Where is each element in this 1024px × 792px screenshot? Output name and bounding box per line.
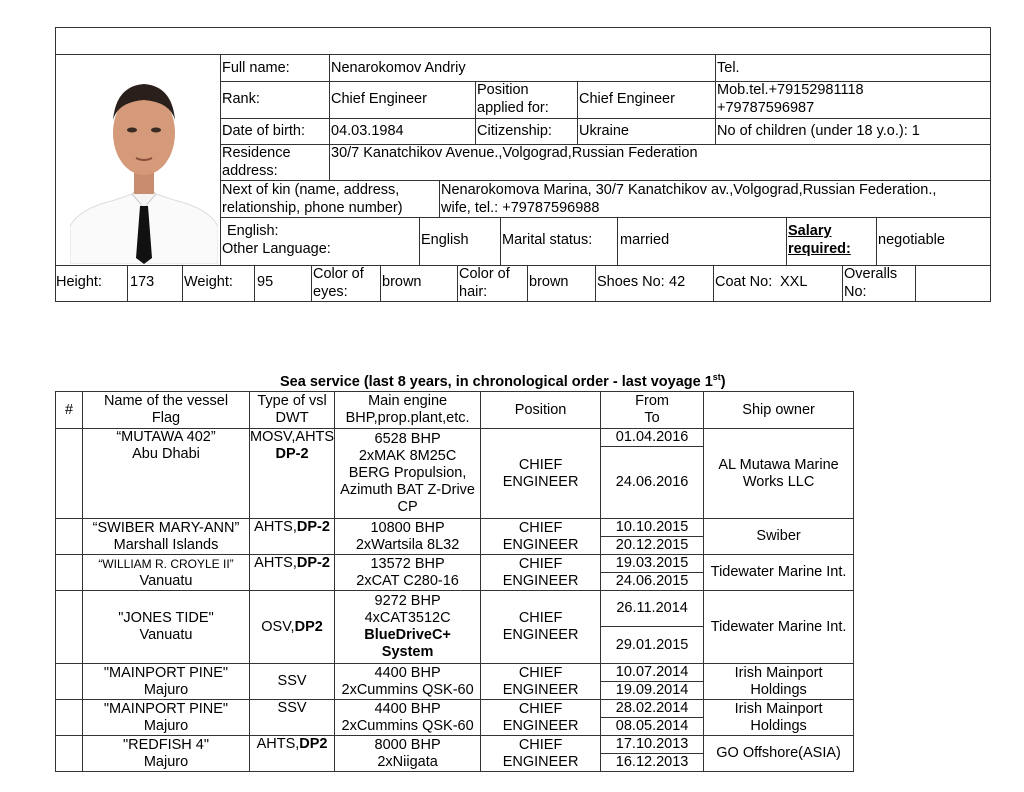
vessel-cell: "REDFISH 4" Majuro bbox=[83, 736, 250, 772]
table-row bbox=[56, 591, 854, 664]
dates-cell: 26.11.2014 29.01.2015 bbox=[601, 591, 704, 664]
vessel-cell: "MAINPORT PINE" Majuro bbox=[83, 700, 250, 736]
full-name-label: Full name: bbox=[222, 60, 290, 76]
table-row bbox=[56, 700, 854, 736]
owner-cell: Tidewater Marine Int. bbox=[704, 555, 854, 591]
type-cell: AHTS,DP-2 bbox=[250, 519, 335, 555]
dates-cell: 28.02.2014 08.05.2014 bbox=[601, 700, 704, 736]
salary-label: Salary bbox=[788, 223, 832, 239]
engine-cell: 10800 BHP 2xWartsila 8L32 bbox=[335, 519, 481, 555]
height-value: 173 bbox=[130, 274, 155, 290]
eyes-value: brown bbox=[382, 274, 422, 290]
height-label: Height: bbox=[56, 274, 102, 290]
marital-label: Marital status: bbox=[502, 232, 593, 248]
dates-cell: 19.03.2015 24.06.2015 bbox=[601, 555, 704, 591]
marital-value: married bbox=[620, 232, 670, 248]
crew-photo bbox=[70, 58, 218, 264]
dob-label: Date of birth: bbox=[222, 123, 306, 139]
owner-cell: Swiber bbox=[704, 519, 854, 555]
dates-cell: 01.04.2016 24.06.2016 bbox=[601, 429, 704, 519]
residence-label: Residence bbox=[222, 145, 291, 161]
dates-cell: 17.10.2013 16.12.2013 bbox=[601, 736, 704, 772]
position-label-2: applied for: bbox=[477, 100, 549, 116]
position-cell: CHIEF ENGINEER bbox=[481, 700, 601, 736]
residence-value: 30/7 Kanatchikov Avenue.,Volgograd,Russian Federation bbox=[331, 145, 698, 161]
header-type: Type of vsl DWT bbox=[250, 392, 335, 429]
header-engine: Main engine BHP,prop.plant,etc. bbox=[335, 392, 481, 429]
vessel-cell: “MUTAWA 402” Abu Dhabi bbox=[83, 429, 250, 519]
children-count: No of children (under 18 y.o.): 1 bbox=[717, 123, 920, 139]
vessel-cell: “WILLIAM R. CROYLE II” Vanuatu bbox=[83, 555, 250, 591]
shoes-value: 42 bbox=[669, 274, 686, 290]
header-dates: From To bbox=[601, 392, 704, 429]
dates-cell: 10.07.2014 19.09.2014 bbox=[601, 664, 704, 700]
owner-cell: Tidewater Marine Int. bbox=[704, 591, 854, 664]
rank-label: Rank: bbox=[222, 91, 260, 107]
english-value: English bbox=[421, 232, 469, 248]
citizenship-label: Citizenship: bbox=[477, 123, 552, 139]
weight-label: Weight: bbox=[184, 274, 233, 290]
full-name-value: Nenarokomov Andriy bbox=[331, 60, 466, 76]
position-label: Position bbox=[477, 82, 529, 98]
type-cell: AHTS,DP-2 bbox=[250, 555, 335, 591]
table-row bbox=[56, 736, 854, 772]
header-number: # bbox=[56, 392, 83, 429]
hair-label: Color of bbox=[459, 266, 510, 282]
eyes-label: Color of bbox=[313, 266, 364, 282]
owner-cell: AL Mutawa Marine Works LLC bbox=[704, 429, 854, 519]
mobile-phone-2: +79787596987 bbox=[717, 100, 815, 116]
owner-cell: Irish Mainport Holdings bbox=[704, 700, 854, 736]
kin-value-2: wife, tel.: +79787596988 bbox=[441, 200, 600, 216]
engine-cell: 8000 BHP 2xNiigata bbox=[335, 736, 481, 772]
eyes-label-2: eyes: bbox=[313, 284, 348, 300]
table-row bbox=[56, 429, 854, 519]
type-cell: SSV bbox=[250, 664, 335, 700]
engine-cell: 9272 BHP 4xCAT3512C BlueDriveC+ System bbox=[335, 591, 481, 664]
position-cell: CHIEF ENGINEER bbox=[481, 555, 601, 591]
hair-value: brown bbox=[529, 274, 569, 290]
mobile-phone-1: Mob.tel.+79152981118 bbox=[717, 82, 864, 98]
vessel-cell: “SWIBER MARY-ANN” Marshall Islands bbox=[83, 519, 250, 555]
salary-label-2: required: bbox=[788, 241, 851, 257]
english-label: English: bbox=[227, 223, 279, 239]
position-cell: CHIEF ENGINEER bbox=[481, 591, 601, 664]
coat-label: Coat No: bbox=[715, 274, 773, 290]
citizenship-value: Ukraine bbox=[579, 123, 629, 139]
overalls-label-2: No: bbox=[844, 284, 867, 300]
sea-service-title: Sea service (last 8 years, in chronological order - last voyage 1st) bbox=[280, 372, 726, 390]
type-cell: SSV bbox=[250, 700, 335, 736]
engine-cell: 6528 BHP 2xMAK 8M25C BERG Propulsion, Azimuth BAT Z-Drive CP bbox=[335, 429, 481, 519]
sea-service-table bbox=[55, 391, 854, 772]
table-header-row bbox=[56, 392, 854, 429]
overalls-label: Overalls bbox=[844, 266, 898, 282]
engine-cell: 4400 BHP 2xCummins QSK-60 bbox=[335, 664, 481, 700]
owner-cell: GO Offshore(ASIA) bbox=[704, 736, 854, 772]
kin-value: Nenarokomova Marina, 30/7 Kanatchikov av.,Volgograd,Russian Federation., bbox=[441, 182, 937, 198]
engine-cell: 13572 BHP 2xCAT C280-16 bbox=[335, 555, 481, 591]
header-vessel: Name of the vessel Flag bbox=[83, 392, 250, 429]
header-position: Position bbox=[481, 392, 601, 429]
shoes-label: Shoes No: bbox=[597, 274, 665, 290]
type-cell: AHTS,DP2 bbox=[250, 736, 335, 772]
header-owner: Ship owner bbox=[704, 392, 854, 429]
engine-cell: 4400 BHP 2xCummins QSK-60 bbox=[335, 700, 481, 736]
kin-label-2: relationship, phone number) bbox=[222, 200, 403, 216]
dates-cell: 10.10.2015 20.12.2015 bbox=[601, 519, 704, 555]
position-cell: CHIEF ENGINEER bbox=[481, 429, 601, 519]
weight-value: 95 bbox=[257, 274, 274, 290]
hair-label-2: hair: bbox=[459, 284, 488, 300]
tel-label: Tel. bbox=[717, 60, 740, 76]
salary-value: negotiable bbox=[878, 232, 945, 248]
owner-cell: Irish Mainport Holdings bbox=[704, 664, 854, 700]
other-language-label: Other Language: bbox=[222, 241, 331, 257]
table-row bbox=[56, 664, 854, 700]
coat-value: XXL bbox=[780, 274, 808, 290]
table-row bbox=[56, 555, 854, 591]
position-value: Chief Engineer bbox=[579, 91, 675, 107]
position-cell: CHIEF ENGINEER bbox=[481, 664, 601, 700]
type-cell: OSV,DP2 bbox=[250, 591, 335, 664]
type-cell: MOSV,AHTS DP-2 bbox=[250, 429, 335, 519]
position-cell: CHIEF ENGINEER bbox=[481, 736, 601, 772]
vessel-cell: "MAINPORT PINE" Majuro bbox=[83, 664, 250, 700]
kin-label: Next of kin (name, address, bbox=[222, 182, 400, 198]
rank-value: Chief Engineer bbox=[331, 91, 427, 107]
dob-value: 04.03.1984 bbox=[331, 123, 404, 139]
residence-label-2: address: bbox=[222, 163, 278, 179]
vessel-cell: "JONES TIDE" Vanuatu bbox=[83, 591, 250, 664]
position-cell: CHIEF ENGINEER bbox=[481, 519, 601, 555]
table-row bbox=[56, 519, 854, 555]
